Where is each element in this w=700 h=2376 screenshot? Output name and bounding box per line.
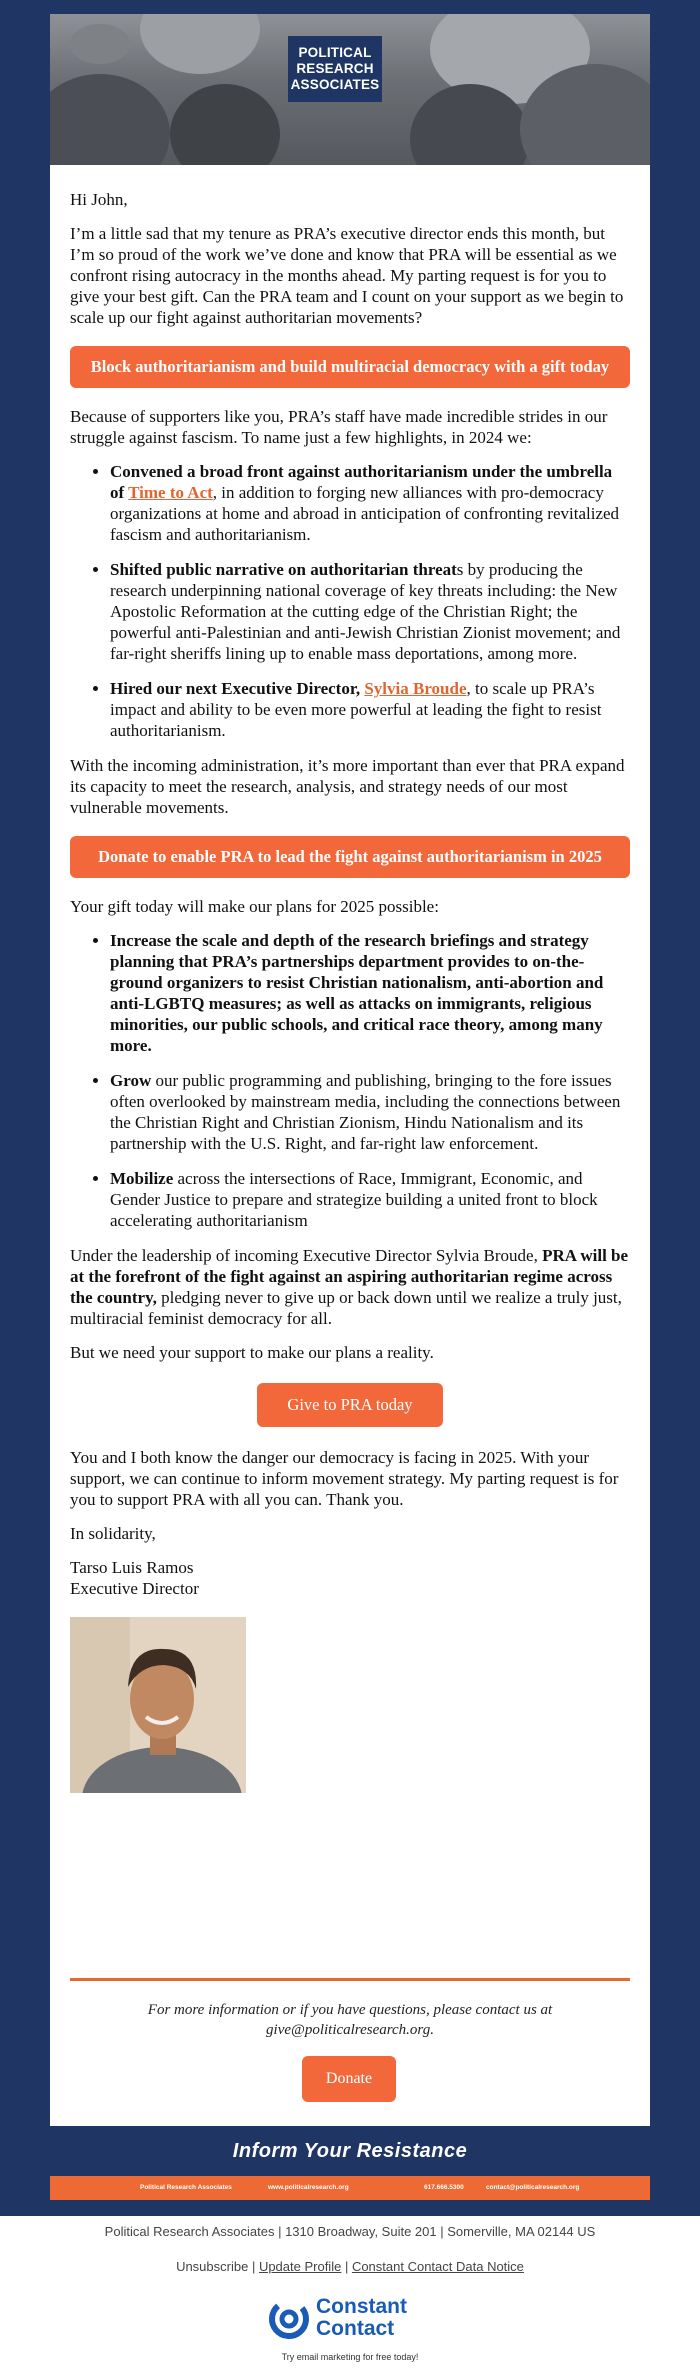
bar-email[interactable]: contact@politicalresearch.org xyxy=(486,2184,580,2191)
footer-address: Political Research Associates | 1310 Broadway, Suite 201 | Somerville, MA 02144 US xyxy=(104,2224,596,2239)
signer-photo xyxy=(70,1617,246,1793)
list-item xyxy=(110,678,630,741)
highlight-text: , in addition to forging new alliances with pro-democracy organizations at home and abroad in anticipation of confronting revitalized fascism and authoritarianism. xyxy=(110,483,620,544)
cc-name-line-1: Constant xyxy=(316,2295,407,2318)
footer-divider xyxy=(70,1978,630,1981)
inform-banner: Inform Your Resistance xyxy=(50,2126,650,2176)
header-banner xyxy=(50,14,650,165)
highlight-text: s by producing the research underpinning national coverage of key threats including: the New Apostolic Reformation at the cutting edge of the Christian Right; the powerful anti-Palestinian and anti-Jewish Christian Zionist movement; and far-right sheriffs lining up to enable mass deportations, among more. xyxy=(110,560,621,663)
email-card xyxy=(50,14,650,2200)
list-item xyxy=(110,1168,630,1231)
gift-today-button[interactable]: Block authoritarianism and build multiracial democracy with a gift today xyxy=(70,346,630,388)
pra-logo[interactable] xyxy=(288,36,382,102)
logo-line-3: ASSOCIATES xyxy=(290,77,380,92)
bar-phone: 617.666.5300 xyxy=(424,2184,464,2191)
greeting: Hi John, xyxy=(70,190,128,209)
email-body xyxy=(70,189,630,1793)
plan-bold: Mobilize xyxy=(110,1169,174,1188)
sylvia-broude-link[interactable]: Sylvia Broude xyxy=(364,679,467,698)
signer-title: Executive Director xyxy=(70,1579,199,1598)
list-item xyxy=(110,1070,630,1154)
constant-contact-name xyxy=(316,2296,407,2340)
update-profile-link[interactable]: Update Profile xyxy=(258,2259,342,2274)
plan-bold: Increase the scale and depth of the research briefings and strategy planning that PRA’s partnerships department provides to on-the-ground organizers to resist Christian nationalism, anti-abortion and anti-LGBTQ measures; as well as attacks on immigrants, religious minorities, our public schools, and critical race theory, among many more. xyxy=(110,931,604,1055)
logo-line-1: POLITICAL xyxy=(298,45,372,60)
footer-links: Unsubscribe | Update Profile | Constant Contact Data Notice xyxy=(176,2259,524,2274)
leadership-post: pledging never to give up or back down until we realize a truly just, multiracial feminist democracy for all. xyxy=(70,1288,622,1328)
list-item xyxy=(110,559,630,664)
constant-contact-mark-icon xyxy=(268,2298,310,2340)
signoff: In solidarity, xyxy=(70,1524,156,1543)
leadership-bold: PRA will be at the forefront of the fight against an aspiring authoritarian regime across the country, xyxy=(70,1246,629,1307)
donate-button[interactable]: Donate xyxy=(302,2056,396,2102)
intro-paragraph: I’m a little sad that my tenure as PRA’s executive director ends this month, but I’m so proud of the work we’ve done and know that PRA will be essential as we confront rising autocracy in the months ahead. My parting request is for you to give your best gift. Can the PRA team and I count on your support as we begin to scale up our fight against authoritarian movements? xyxy=(70,224,624,327)
give-to-pra-button[interactable]: Give to PRA today xyxy=(257,1383,443,1427)
bar-site[interactable]: www.politicalresearch.org xyxy=(268,2184,349,2191)
highlights-intro: Because of supporters like you, PRA’s staff have made incredible strides in our struggle against fascism. To name just a few highlights, in 2024 we: xyxy=(70,407,608,447)
plan-text: across the intersections of Race, Immigrant, Economic, and Gender Justice to prepare and strategize building a united front to block accelerating authoritarianism xyxy=(110,1169,598,1230)
highlight-bold: Shifted public narrative on authoritarian threat xyxy=(110,560,457,579)
leadership-pre: Under the leadership of incoming Executive Director Sylvia Broude, xyxy=(70,1246,543,1265)
constant-contact-logo[interactable] xyxy=(268,2296,438,2346)
list-item xyxy=(110,461,630,545)
contact-note: For more information or if you have questions, please contact us at give@politicalresearch.org. xyxy=(147,2002,553,2038)
leadership-paragraph xyxy=(70,1245,630,1329)
incoming-paragraph: With the incoming administration, it’s more important than ever that PRA expand its capacity to meet the research, analysis, and strategy needs of our most vulnerable movements. xyxy=(70,756,625,817)
contact-bar xyxy=(50,2176,650,2200)
highlight-text: , to scale up PRA’s impact and ability to be even more powerful at leading the fight to resist authoritarianism. xyxy=(110,679,602,740)
unsubscribe-link[interactable]: Unsubscribe xyxy=(176,2259,249,2274)
closing-paragraph: You and I both know the danger our democracy is facing in 2025. With your support, we can continue to inform movement strategy. My parting request is for you to support PRA with all you can. Thank you. xyxy=(70,1448,619,1509)
bar-org: Political Research Associates xyxy=(140,2184,232,2191)
plans-intro: Your gift today will make our plans for 2025 possible: xyxy=(70,897,439,916)
cc-tagline[interactable]: Try email marketing for free today! xyxy=(281,2352,419,2362)
data-notice-link[interactable]: Constant Contact Data Notice xyxy=(351,2259,524,2274)
highlight-bold: Convened a broad front against authoritarianism under the umbrella of xyxy=(110,462,613,502)
cc-name-line-2: Contact xyxy=(316,2317,395,2340)
plan-text: our public programming and publishing, bringing to the fore issues often overlooked by mainstream media, including the connections between the Christian Right and Christian Zionism, Hindu Nationalism and its partnership with the U.S. Right, and far-right law enforcement. xyxy=(110,1071,621,1153)
logo-line-2: RESEARCH xyxy=(296,61,374,76)
time-to-act-link[interactable]: Time to Act xyxy=(128,483,213,502)
portrait-illustration xyxy=(70,1617,246,1793)
signer-name: Tarso Luis Ramos xyxy=(70,1558,194,1577)
donate-2025-button[interactable]: Donate to enable PRA to lead the fight against authoritarianism in 2025 xyxy=(70,836,630,878)
list-item xyxy=(110,930,630,1056)
support-paragraph: But we need your support to make our plans a reality. xyxy=(70,1343,434,1362)
highlight-bold: Hired our next Executive Director, xyxy=(110,679,365,698)
plan-bold: Grow xyxy=(110,1071,152,1090)
plans-list xyxy=(70,930,630,1231)
highlights-list xyxy=(70,461,630,741)
